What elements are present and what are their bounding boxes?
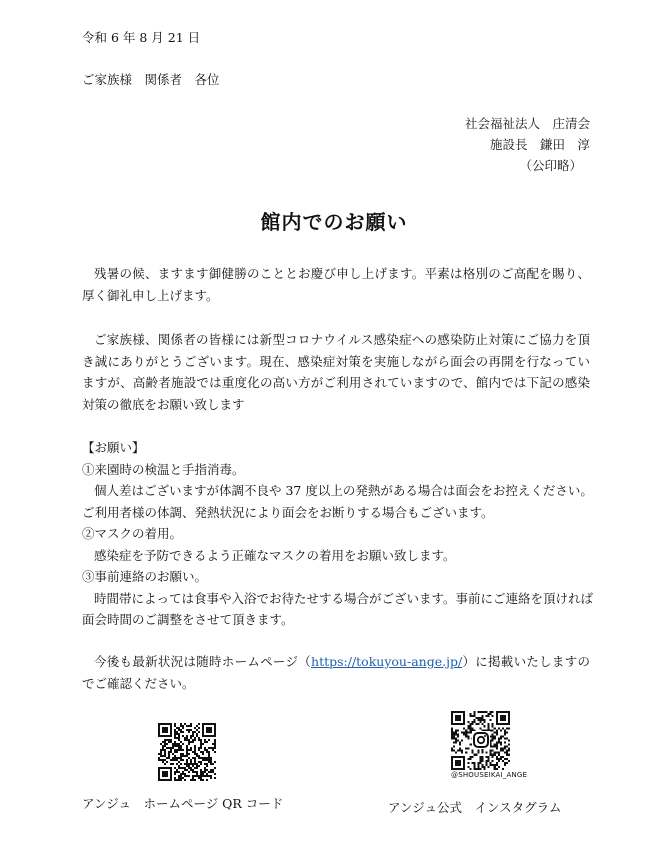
closing-text-before: 今後も最新状況は随時ホームページ（ (94, 654, 312, 669)
homepage-qr-caption: アンジュ ホームページ QR コード (82, 796, 284, 811)
instagram-handle: @SHOUSEIKAI_ANGE (451, 771, 528, 779)
instagram-qr-caption: アンジュ公式 インスタグラム (388, 800, 562, 815)
seal-note: （公印略） (519, 158, 582, 173)
homepage-qr-code[interactable] (158, 723, 216, 781)
homepage-link[interactable]: https://tokuyou-ange.jp/ (311, 654, 463, 669)
requests-list (82, 437, 594, 631)
requests-heading: 【お願い】 (82, 440, 145, 455)
greeting-paragraph: 残暑の候、ますます御健勝のこととお慶び申し上げます。平素は格別のご高配を賜り、厚く御礼申し上げます。 (82, 266, 590, 303)
page-title: 館内でのお願い (260, 210, 408, 234)
request-item-3-text: 時間帯によっては食事や入浴でお待たせする場合がございます。事前にご連絡を頂ければ (94, 590, 594, 606)
recipients-line: ご家族様 関係者 各位 (82, 72, 220, 87)
request-item-2-title: ②マスクの着用。 (82, 526, 183, 541)
sender-name: 施設長 鎌田 淳 (489, 137, 590, 152)
instagram-icon (472, 731, 490, 749)
request-item-1-text-continued: ご利用者様の体調、発熱状況により面会をお断りする場合もございます。 (82, 504, 494, 520)
request-item-1-text: 個人差はございますが体調不良や 37 度以上の発熱がある場合は面会をお控えください。 (94, 483, 593, 498)
request-item-1-title: ①来園時の検温と手指消毒。 (82, 461, 245, 477)
request-item-3-text-continued: 面会時間のご調整をさせて頂きます。 (82, 612, 294, 627)
sender-organization: 社会福祉法人 庄清会 (464, 116, 590, 131)
closing-paragraph (82, 651, 590, 694)
request-item-3-title: ③事前連絡のお願い。 (82, 569, 208, 584)
request-item-2-text: 感染症を予防できるよう正確なマスクの着用をお願い致します。 (94, 547, 456, 563)
letter-date: 令和 6 年 8 月 21 日 (82, 30, 201, 45)
body-paragraph: ご家族様、関係者の皆様には新型コロナウイルス感染症への感染防止対策にご協力を頂き誠にありがとうございます。現在、感染症対策を実施しながら面会の再開を行なっていますが、高齢者施設では重度化の高い方がご利用されていますので、館内では下記の感染対策の徹底をお願い致します (82, 332, 590, 412)
closing-text-after: ）に掲載いたしますのでご確認ください。 (82, 654, 590, 691)
